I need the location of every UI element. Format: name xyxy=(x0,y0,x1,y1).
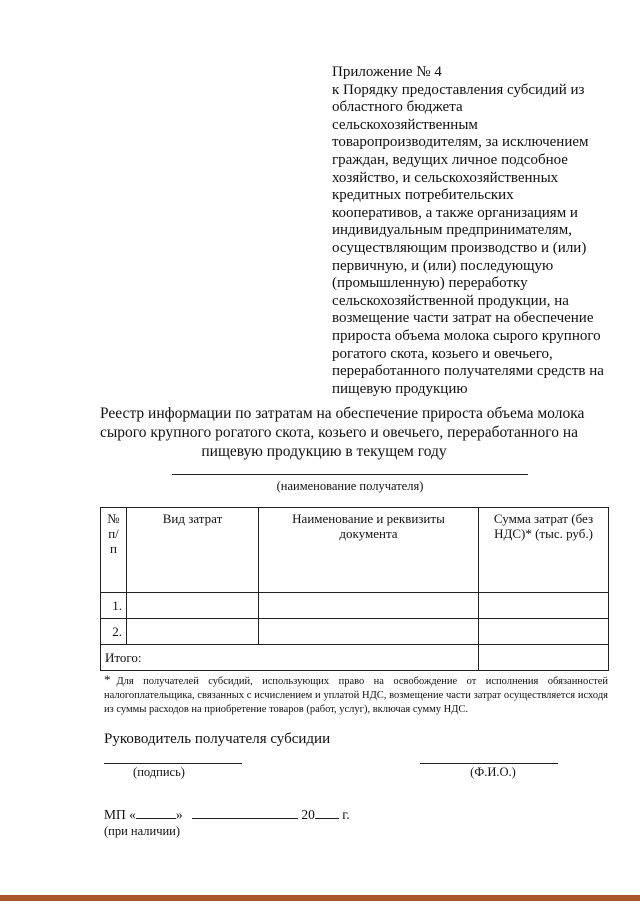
appendix-line: (промышленную) переработку xyxy=(332,275,528,292)
recipient-caption: (наименование получателя) xyxy=(276,479,424,493)
stamp-date-line xyxy=(104,805,350,823)
month-field[interactable] xyxy=(192,805,298,819)
title-line: сырого крупного рогатого скота, козьего и овечьего, переработанного на xyxy=(100,424,579,441)
appendix-line: первичную, и (или) последующую xyxy=(332,257,554,274)
appendix-line: областного бюджета xyxy=(332,99,463,116)
amount-cell[interactable] xyxy=(479,619,609,645)
table-row xyxy=(101,593,609,619)
scan-edge-mark xyxy=(0,895,640,901)
appendix-line: сельскохозяйственным xyxy=(332,116,478,133)
header-num: № п/п xyxy=(101,508,127,593)
document-cell[interactable] xyxy=(259,619,479,645)
signature-field[interactable] xyxy=(104,763,242,764)
expense-type-cell[interactable] xyxy=(127,593,259,619)
appendix-line: переработанного получателями средств на xyxy=(332,363,604,380)
expense-register-table xyxy=(100,507,609,671)
appendix-line: Приложение № 4 xyxy=(332,64,442,80)
footnote xyxy=(104,673,608,717)
full-name-field[interactable] xyxy=(420,763,558,764)
appendix-block xyxy=(332,64,628,398)
head-of-recipient-label: Руководитель получателя субсидии xyxy=(104,731,331,747)
appendix-line: хозяйство, и сельскохозяйственных xyxy=(332,169,559,186)
quote-close: » xyxy=(175,807,183,822)
year-suffix: г. xyxy=(342,807,350,822)
total-row xyxy=(101,645,609,671)
row-number: 2. xyxy=(101,619,127,645)
appendix-line: осуществляющим производство и (или) xyxy=(332,239,587,256)
stamp-caption: (при наличии) xyxy=(104,824,181,838)
recipient-name-field[interactable] xyxy=(172,474,528,475)
appendix-line: сельскохозяйственной продукции, на xyxy=(332,292,569,309)
appendix-line: кредитных потребительских xyxy=(332,187,514,204)
footnote-marker: * xyxy=(104,672,111,687)
appendix-line: рогатого скота, козьего и овечьего, xyxy=(332,345,553,362)
title-line: пищевую продукцию в текущем году xyxy=(201,443,447,460)
day-field[interactable] xyxy=(136,805,176,819)
signature-caption: (подпись) xyxy=(133,765,185,779)
appendix-line: товаропроизводителям, за исключением xyxy=(332,134,589,151)
expense-type-cell[interactable] xyxy=(127,619,259,645)
stamp-label: МП « xyxy=(104,807,136,822)
header-expense-type: Вид затрат xyxy=(127,508,259,593)
title-line: Реестр информации по затратам на обеспечение прироста объема молока xyxy=(100,405,585,422)
appendix-line: к Порядку предоставления субсидий из xyxy=(332,81,585,98)
table-row xyxy=(101,619,609,645)
header-document: Наименование и реквизиты документа xyxy=(259,508,479,593)
table-header-row xyxy=(101,508,609,593)
appendix-line: граждан, ведущих личное подсобное xyxy=(332,151,568,168)
appendix-line: прироста объема молока сырого крупного xyxy=(332,327,601,344)
total-amount-cell[interactable] xyxy=(479,645,609,671)
footnote-text: Для получателей субсидий, использующих право на освобождение от исполнения обязанностей налогоплательщика, связанных с исчислением и уплатой НДС, возмещение части затрат осуществляется исходя из суммы расходов на приобретение товаров (работ, услуг), включая сумму НДС. xyxy=(104,676,608,715)
header-amount: Сумма затрат (без НДС)* (тыс. руб.) xyxy=(479,508,609,593)
total-label: Итого: xyxy=(101,645,479,671)
year-field[interactable] xyxy=(315,805,339,819)
appendix-line: пищевую продукцию xyxy=(332,380,468,397)
full-name-caption: (Ф.И.О.) xyxy=(470,765,516,779)
appendix-line: кооперативов, а также организациям и xyxy=(332,204,578,221)
row-number: 1. xyxy=(101,593,127,619)
year-prefix: 20 xyxy=(301,807,315,822)
appendix-line: возмещение части затрат на обеспечение xyxy=(332,310,594,327)
document-title xyxy=(100,404,585,461)
document-cell[interactable] xyxy=(259,593,479,619)
appendix-line: индивидуальным предпринимателям, xyxy=(332,222,572,239)
amount-cell[interactable] xyxy=(479,593,609,619)
